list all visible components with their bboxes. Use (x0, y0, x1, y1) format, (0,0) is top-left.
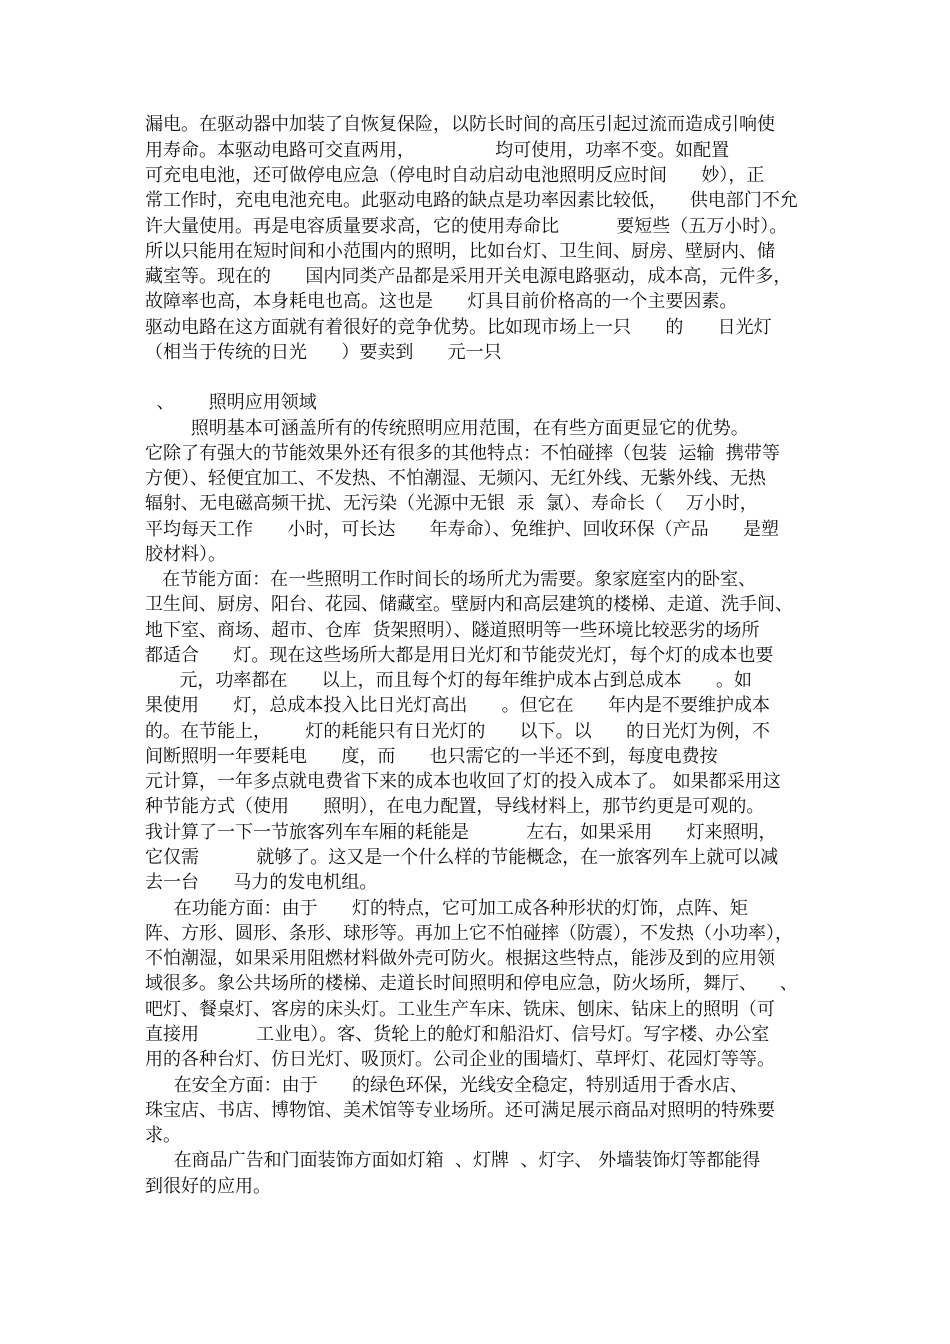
text-line: 间断照明一年要耗电 度，而 也只需它的一半还不到，每度电费按 (145, 746, 718, 767)
text-line: 吧灯、餐桌灯、客房的床头灯。工业生产车床、铣床、刨床、钻床上的照明（可 (145, 999, 775, 1020)
text-line: 漏电。在驱动器中加装了自恢复保险，以防长时间的高压引起过流而造成引响使 (145, 114, 775, 135)
text-line: 种节能方式（使用 照明），在电力配置，导线材料上，那节约更是可观的。 (145, 796, 765, 817)
text-line: 元计算，一年多点就电费省下来的成本也收回了灯的投入成本了。 如果都采用这 (145, 771, 781, 792)
text-line: 不怕潮湿，如果采用阻燃材料做外壳可防火。根据这些特点，能涉及到的应用领 (145, 948, 775, 969)
text-line: 在商品广告和门面装饰方面如灯箱 、灯牌 、灯字、 外墙装饰灯等都能得 (145, 1150, 761, 1171)
text-line: （相当于传统的日光 ）要卖到 元一只 (145, 342, 502, 363)
text-line: 在节能方面：在一些照明工作时间长的场所尤为需要。象家庭室内的卧室、 (145, 569, 757, 590)
text-line: 许大量使用。再是电容质量要求高，它的使用寿命比 要短些（五万小时）。 (145, 216, 788, 237)
text-line: 果使用 灯，总成本投入比日光灯高出 。但它在 年内是不要维护成本 (145, 695, 770, 716)
text-line: 常工作时，充电电池充电。此驱动电路的缺点是功率因素比较低， 供电部门不允 (145, 190, 798, 211)
text-line: 照明基本可涵盖所有的传统照明应用范围，在有些方面更显它的优势。 (145, 418, 749, 439)
text-line: 我计算了一下一节旅客列车车厢的耗能是 左右，如果采用 灯来照明， (145, 822, 777, 843)
text-line: 直接用 工业电）。客、货轮上的舱灯和船沿灯、信号灯。写字楼、办公室 (145, 1024, 770, 1045)
text-line: 域很多。象公共场所的楼梯、走道长时间照明和停电应急，防火场所，舞厅、 、 (145, 973, 798, 994)
text-line: 的。在节能上， 灯的耗能只有日光灯的 以下。以 的日光灯为例，不 (145, 721, 770, 742)
text-line: 卫生间、厨房、阳台、花园、储藏室。壁厨内和高层建筑的楼梯、走道、洗手间、 (145, 594, 793, 615)
text-line: 胶材料）。 (145, 544, 226, 565)
text-line: 平均每天工作 小时，可长达 年寿命）、免维护、回收环保（产品 是塑 (145, 519, 779, 540)
text-line: 珠宝店、书店、博物馆、美术馆等专业场所。还可满足展示商品对照明的特殊要 (145, 1100, 775, 1121)
text-line: 可充电电池，还可做停电应急（停电时自动启动电池照明反应时间 妙），正 (145, 165, 765, 186)
text-line: 都适合 灯。现在这些场所大都是用日光灯和节能荧光灯，每个灯的成本也要 (145, 645, 774, 666)
text-line: 求。 (145, 1125, 181, 1146)
text-line: 驱动电路在这方面就有着很好的竞争优势。比如现市场上一只 的 日光灯 (145, 317, 772, 338)
text-line: 去一台 马力的发电机组。 (145, 872, 378, 893)
text-line: 所以只能用在短时间和小范围内的照明，比如台灯、卫生间、厨房、壁厨内、储 (145, 241, 775, 262)
text-line: 辐射、无电磁高频干扰、无污染（光源中无银 汞 氯）、寿命长（ 万小时， (145, 493, 758, 514)
text-line: 藏室等。现在的 国内同类产品都是采用开关电源电路驱动，成本高，元件多， (145, 266, 792, 287)
text-line: 它除了有强大的节能效果外还有很多的其他特点：不怕碰摔（包装 运输 携带等 (145, 443, 780, 464)
text-line: 故障率也高，本身耗电也高。这也是 灯具目前价格高的一个主要因素。 (145, 291, 738, 312)
text-line: 阵、方形、圆形、条形、球形等。再加上它不怕碰摔（防震），不发热（小功率）， (145, 923, 793, 944)
text-line: 到很好的应用。 (145, 1176, 271, 1197)
text-line: 在功能方面：由于 灯的特点，它可加工成各种形状的灯饰，点阵、矩 (145, 898, 748, 919)
text-line: 在安全方面：由于 的绿色环保，光线安全稳定，特别适用于香水店、 (145, 1075, 748, 1096)
text-line: 方便）、轻便宜加工、不发热、不怕潮湿、无频闪、无红外线、无紫外线、无热 (145, 468, 766, 489)
text-line: 地下室、商场、超市、仓库 货架照明）、隧道照明等一些环境比较恶劣的场所 (145, 620, 760, 641)
text-line: 元，功率都在 以上，而且每个灯的每年维护成本占到总成本 。如 (145, 670, 752, 691)
text-line: 用的各种台灯、仿日光灯、吸顶灯。公司企业的围墙灯、草坪灯、花园灯等等。 (145, 1049, 775, 1070)
text-line: 用寿命。本驱动电路可交直两用， 均可使用，功率不变。如配置 (145, 140, 730, 161)
text-line: 它仅需 就够了。这又是一个什么样的节能概念，在一旅客列车上就可以减 (145, 847, 779, 868)
section-heading: 、 照明应用领域 (145, 392, 317, 413)
